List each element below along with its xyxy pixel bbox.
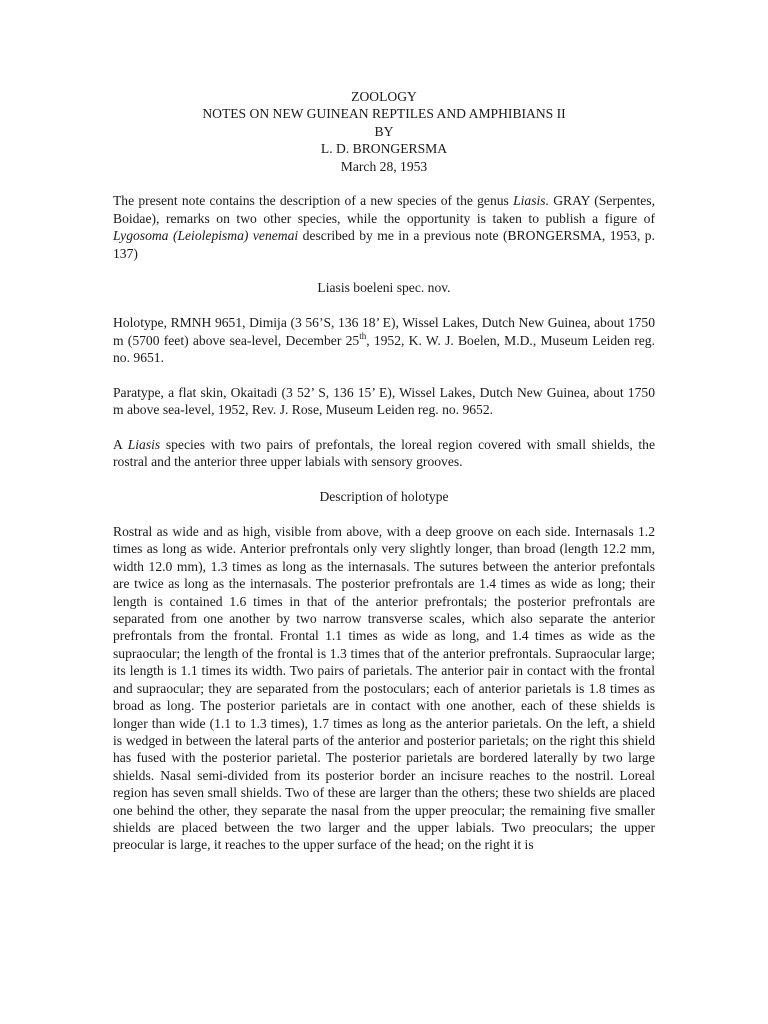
paratype-paragraph: Paratype, a flat skin, Okaitadi (3 52’ S, 136 15’ E), Wissel Lakes, Dutch New Guinea, about 1750 m above sea-level, 1952, Rev. J. Rose, Museum Leiden reg. no. 9652. bbox=[113, 384, 655, 418]
holotype-text-2: , 1952, K. W. J. Boelen, M.D., Museum Leiden reg. no. 9651. bbox=[113, 332, 655, 366]
intro-text-2: GRAY (Serpentes, Boidae), remarks on two other species, while the opportunity is taken to publish a figure of bbox=[113, 193, 655, 226]
intro-text-1: The present note contains the description of a new species of the genus bbox=[113, 193, 514, 209]
diagnosis-text-1: A bbox=[113, 437, 128, 453]
intro-text-3: described by me in a previous note (BRONGERSMA, 1953, p. 137) bbox=[113, 228, 655, 261]
description-heading: Description of holotype bbox=[319, 489, 449, 505]
intro-species: Lygosoma (Leiolepisma) venemai bbox=[113, 228, 299, 244]
diagnosis-text-2: species with two pairs of prefontals, the loreal region covered with small shields, the rostral and the anterior three upper labials with sensory grooves. bbox=[113, 437, 656, 470]
diagnosis-genus: Liasis bbox=[127, 437, 161, 453]
document-page bbox=[113, 88, 655, 854]
holotype-paragraph bbox=[113, 314, 655, 366]
intro-genus: Liasis. bbox=[513, 193, 549, 209]
holotype-text-1: Holotype, RMNH 9651, Dimija (3 56’S, 136 18’ E), Wissel Lakes, Dutch New Guinea, about 1750 m (5700 feet) above sea-level, December 25 bbox=[113, 315, 655, 348]
author-name: L. D. BRONGERSMA bbox=[320, 141, 448, 157]
paper-title: NOTES ON NEW GUINEAN REPTILES AND AMPHIBIANS II bbox=[202, 106, 566, 122]
paper-date: March 28, 1953 bbox=[340, 158, 428, 174]
holotype-superscript: th bbox=[359, 330, 367, 341]
diagnosis-paragraph bbox=[113, 436, 655, 471]
subject-heading: ZOOLOGY bbox=[351, 89, 417, 104]
paper-header bbox=[113, 88, 655, 175]
description-paragraph: Rostral as wide and as high, visible from above, with a deep groove on each side. Internasals 1.2 times as long as wide. Anterior prefrontals only very slightly longer, than broad (length 12.2 mm, width 12.0 mm), 1.3 times as long as the internasals. The sutures between the anterior prefontals are twice as long as the internasals. The posterior prefrontals are 1.4 times as wide as long; their length is contained 1.6 times in that of the anterior prefrontals; the posterior prefrontals are separated from one another by two narrow transverse scales, which also separate the anterior prefrontals from the frontal. Frontal 1.1 times as wide as long, and 1.4 times as wide as the supraocular; the length of the frontal is 1.3 times that of the anterior prefrontals. Supraocular large; its length is 1.1 times its width. Two pairs of parietals. The anterior pair in contact with the frontal and supraocular; they are separated from the postoculars; each of anterior parietals is 1.8 times as broad as long. The posterior parietals are in contact with one another, each of these shields is longer than wide (1.1 to 1.3 times), 1.7 times as long as the anterior parietals. On the left, a shield is wedged in between the lateral parts of the anterior and posterior parietals; on the right this shield has fused with the posterior parietal. The posterior parietals are bordered laterally by two large shields. Nasal semi-divided from its posterior border an incisure reaches to the nostril. Loreal region has seven small shields. Two of these are larger than the others; these two shields are placed one behind the other, they separate the nasal from the upper preocular; the remaining five smaller shields are placed between the two larger and the upper labials. Two preoculars; the upper preocular is large, it reaches to the upper surface of the head; on the right it is bbox=[113, 524, 655, 853]
intro-paragraph bbox=[113, 192, 655, 262]
species-heading: Liasis boeleni spec. nov. bbox=[317, 280, 451, 296]
by-line: BY bbox=[374, 123, 394, 139]
